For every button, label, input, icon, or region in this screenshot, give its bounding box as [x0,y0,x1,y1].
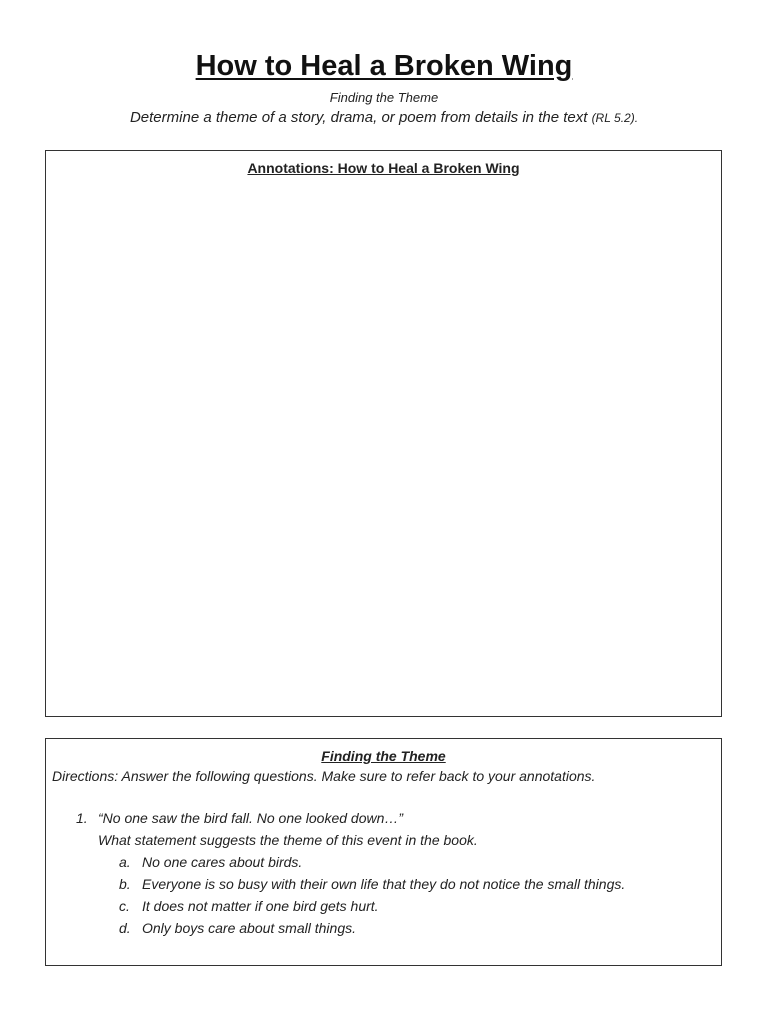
directions-text: Directions: Answer the following questions. Make sure to refer back to your annotations. [52,768,596,784]
standard-text: Determine a theme of a story, drama, or poem from details in the text [129,109,588,126]
answer-option-d[interactable] [46,919,721,941]
question-prompt: What statement suggests the theme of this event in the book. [98,832,478,848]
annotations-box[interactable] [45,150,722,717]
answer-option-b[interactable] [46,875,721,897]
option-letter: d. [119,920,131,936]
page-subtitle: Finding the Theme [329,90,439,105]
option-letter: c. [119,898,130,914]
answer-option-a[interactable] [46,853,721,875]
learning-standard [0,108,768,128]
answer-options [46,853,721,941]
option-text: Everyone is so busy with their own life that they do not notice the small things. [142,876,626,892]
finding-theme-title: Finding the Theme [321,748,446,764]
question-number: 1. [76,810,88,826]
annotations-title: Annotations: How to Heal a Broken Wing [247,160,520,176]
page-title: How to Heal a Broken Wing [195,50,573,82]
question-quote: “No one saw the bird fall. No one looked down…” [98,810,404,826]
option-letter: b. [119,876,131,892]
option-text: No one cares about birds. [142,854,303,870]
standard-code: (RL 5.2). [591,111,639,125]
finding-theme-box [45,738,722,966]
option-letter: a. [119,854,131,870]
question-1 [46,809,721,941]
option-text: It does not matter if one bird gets hurt. [142,898,379,914]
answer-option-c[interactable] [46,897,721,919]
option-text: Only boys care about small things. [142,920,356,936]
